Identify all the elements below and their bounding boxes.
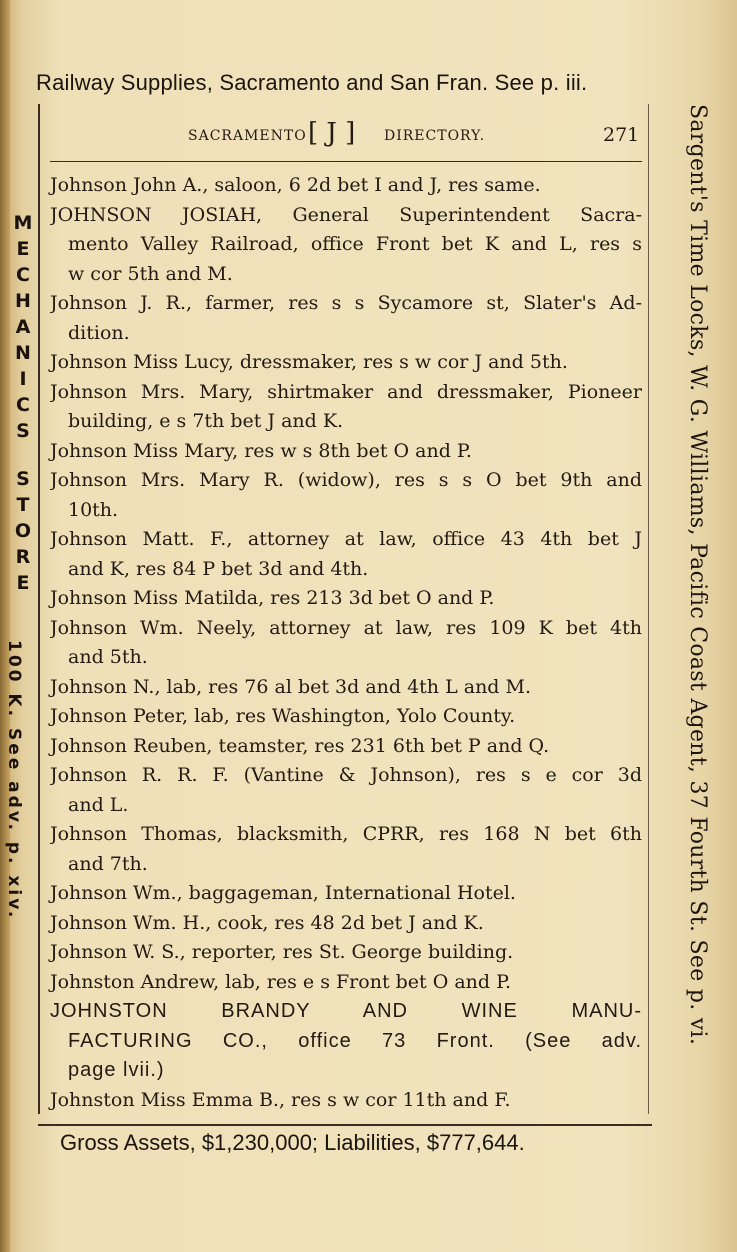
directory-entry: [50, 466, 642, 525]
entry-continuation-line: w cor 5th and M.: [68, 262, 233, 285]
entry-continuation-line: and 5th.: [68, 646, 148, 668]
directory-entry: [50, 732, 642, 762]
directory-entry: [50, 614, 642, 673]
running-head: [50, 116, 642, 154]
entry-continuation-line: and 7th.: [68, 852, 148, 875]
directory-entry: [50, 348, 642, 378]
directory-entry: [50, 525, 642, 584]
entry-line: Johnson Wm., baggageman, International Hotel.: [50, 882, 516, 904]
directory-entry: [50, 201, 642, 290]
directory-entry: [50, 171, 642, 201]
directory-entry: [50, 909, 642, 939]
left-margin-letter: T: [16, 494, 30, 516]
left-margin-letter: A: [15, 316, 31, 338]
entry-line: Johnson J. R., farmer, res s s Sycamore st, Slater's Ad-: [50, 292, 642, 314]
entry-continuation-line: building, e s 7th bet J and K.: [68, 410, 344, 432]
header-rule: [50, 161, 642, 162]
directory-entry: [50, 673, 642, 703]
entry-line: Johnson Miss Lucy, dressmaker, res s w cor J and 5th.: [50, 351, 568, 373]
book-spine-edge: [0, 0, 10, 1252]
left-margin-letter: E: [16, 238, 30, 260]
entry-continuation-line: and K, res 84 P bet 3d and 4th.: [68, 557, 369, 580]
directory-entry: [50, 1086, 642, 1116]
directory-entry: [50, 378, 642, 437]
entry-continuation-line: mento Valley Railroad, office Front bet K and L, res s: [68, 233, 642, 255]
entry-line: Johnson Wm. H., cook, res 48 2d bet J and K.: [50, 911, 484, 934]
top-advertisement-banner: Railway Supplies, Sacramento and San Fran. See p. iii.: [36, 70, 588, 95]
entry-line: Johnson W. S., reporter, res St. George building.: [50, 941, 514, 963]
directory-entry: [50, 702, 642, 732]
entry-line: Johnson Miss Mary, res w s 8th bet O and P.: [50, 439, 472, 462]
entry-line: Johnson Wm. Neely, attorney at law, res 109 K bet 4th: [50, 616, 642, 639]
entry-line: JOHNSON JOSIAH, General Superintendent Sacra-: [50, 203, 642, 226]
right-margin-advertisement: Sargent's Time Locks, W. G. Williams, Pacific Coast Agent, 37 Fourth St. See p. vi.: [685, 104, 710, 1046]
frame-bottom-rule: [38, 1124, 652, 1126]
left-margin-rotated-text: 100 K. See adv. p. xiv.: [4, 640, 24, 921]
entry-continuation-line: dition.: [68, 321, 130, 344]
left-margin-advertisement: [12, 210, 34, 596]
entry-line: Johnson Reuben, teamster, res 231 6th bet P and Q.: [50, 734, 550, 757]
entry-line: Johnson Thomas, blacksmith, CPRR, res 168 N bet 6th: [50, 823, 642, 845]
directory-entry: [50, 437, 642, 467]
left-margin-letter: E: [16, 572, 30, 594]
page-number: 271: [603, 124, 640, 146]
entry-line: Johnston Miss Emma B., res s w cor 11th and F.: [50, 1088, 511, 1111]
left-margin-letter: H: [15, 290, 31, 312]
entry-line: Johnson Matt. F., attorney at law, office 43 4th bet J: [50, 528, 642, 550]
entry-continuation-line: FACTURING CO., office 73 Front. (See adv.: [68, 1029, 642, 1052]
entry-line: Johnson Peter, lab, res Washington, Yolo County.: [50, 705, 516, 727]
entry-line: Johnson R. R. F. (Vantine & Johnson), res s e cor 3d: [50, 764, 642, 786]
left-margin-letter: R: [15, 546, 31, 568]
entry-line: Johnson N., lab, res 76 al bet 3d and 4th L and M.: [50, 675, 532, 698]
entry-continuation-line: 10th.: [68, 498, 119, 521]
directory-entry: [50, 879, 642, 909]
left-margin-gap: [12, 444, 34, 466]
left-margin-letter: S: [16, 420, 30, 442]
directory-entry: [50, 584, 642, 614]
left-margin-letter: O: [14, 520, 32, 542]
directory-entry: [50, 289, 642, 348]
entry-line: Johnson Miss Matilda, res 213 3d bet O and P.: [50, 587, 495, 609]
entry-continuation-line: page lvii.): [68, 1059, 165, 1081]
entry-line: Johnson Mrs. Mary, shirtmaker and dressmaker, Pioneer: [50, 380, 642, 403]
left-margin-letter: M: [13, 212, 33, 234]
directory-entries: [50, 171, 642, 1115]
entry-continuation-line: and L.: [68, 793, 129, 816]
frame-right-rule: [648, 104, 649, 1114]
directory-entry: [50, 761, 642, 820]
left-margin-letter: I: [19, 368, 27, 390]
left-margin-letter: C: [16, 264, 30, 286]
footer-advertisement: Gross Assets, $1,230,000; Liabilities, $777,644.: [60, 1130, 525, 1155]
entry-line: Johnston Andrew, lab, res e s Front bet O and P.: [50, 970, 512, 993]
running-head-city: SACRAMENTO: [188, 128, 307, 144]
left-margin-letter: C: [16, 394, 30, 416]
running-head-directory: DIRECTORY.: [384, 128, 486, 144]
directory-entry: [50, 820, 642, 879]
entry-line: JOHNSTON BRANDY AND WINE MANU-: [50, 1000, 642, 1022]
left-margin-letter: N: [15, 342, 31, 364]
running-head-letter: [ J ]: [308, 118, 356, 148]
directory-entry: [50, 968, 642, 998]
directory-entry: [50, 938, 642, 968]
directory-entry: [50, 997, 642, 1086]
left-margin-letter: S: [16, 468, 30, 490]
entry-line: Johnson John A., saloon, 6 2d bet I and J, res same.: [50, 174, 541, 196]
frame-left-rule: [38, 104, 40, 1114]
entry-line: Johnson Mrs. Mary R. (widow), res s s O bet 9th and: [50, 469, 642, 491]
